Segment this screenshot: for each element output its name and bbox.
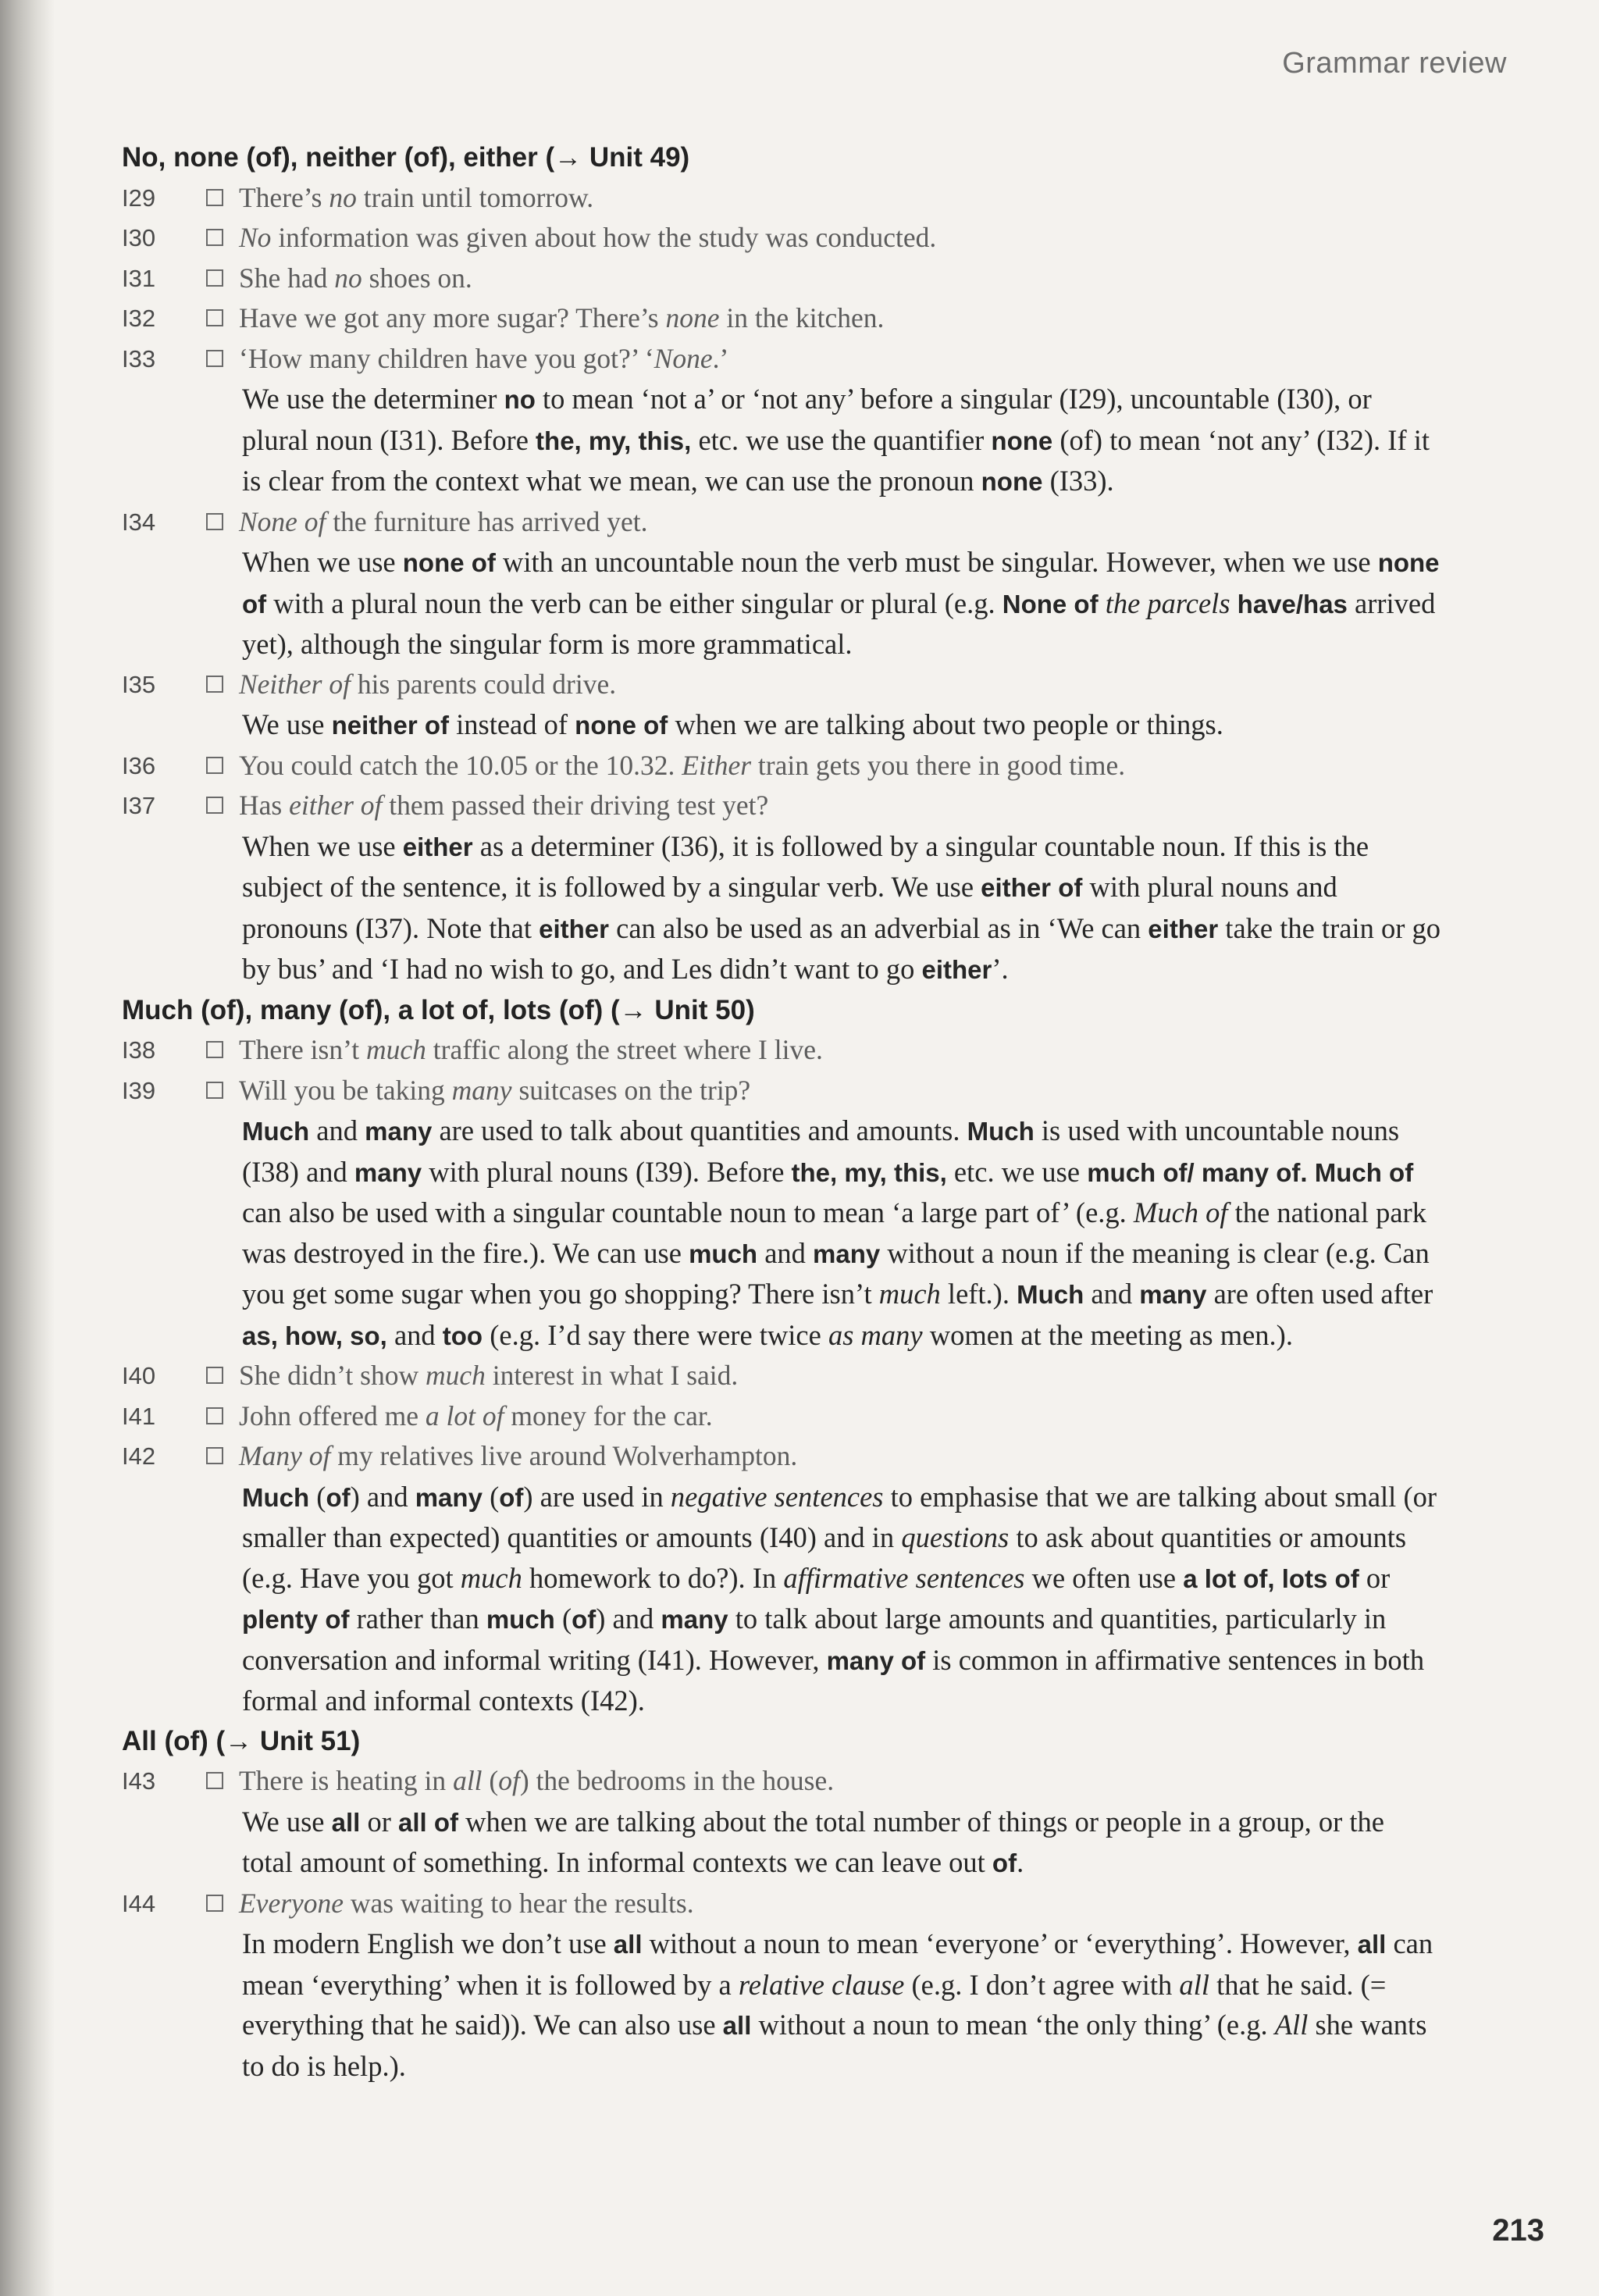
- explanation-paragraph: When we use either as a determiner (I36), it is followed by a singular countable noun. If this is the subject of the sentence, it is followed by a singular verb. We use either of with plural nouns and pronouns (I37). Note that either can also be used as an adverbial as in ‘We can either take the train or go by bus’ and ‘I had no wish to go, and Les didn’t want to go either’.: [242, 829, 1441, 985]
- example-text: [206, 502, 1441, 543]
- example-text: [206, 1884, 1441, 1924]
- example-row: [122, 1761, 1441, 1802]
- checkbox-icon: [206, 513, 223, 530]
- explanation-paragraph: We use the determiner no to mean ‘not a’ or ‘not any’ before a singular (I29), uncountable (I30), or plural noun (I31). Before the, my, this, etc. we use the quantifier none (of) to mean ‘not any’ (I32). If it is clear from the context what we mean, we can use the pronoun none (I33).: [242, 383, 1430, 497]
- example-text: [206, 1761, 1441, 1802]
- example-number: I41: [122, 1402, 156, 1430]
- example-text: [206, 1071, 1441, 1111]
- example-text: [206, 746, 1441, 786]
- example-row: [122, 298, 1441, 339]
- checkbox-icon: [206, 676, 223, 693]
- example-number: I42: [122, 1442, 156, 1470]
- example-row: [122, 178, 1441, 219]
- example-text: [206, 1436, 1441, 1477]
- example-sentence: None of the furniture has arrived yet.: [239, 505, 648, 537]
- example-text: [206, 1396, 1441, 1437]
- example-sentence: There is heating in all (of) the bedrooms in the house.: [239, 1765, 835, 1796]
- example-row: [122, 502, 1441, 543]
- example-number: I30: [122, 224, 156, 251]
- example-text: [206, 1356, 1441, 1396]
- example-number: I31: [122, 264, 156, 292]
- checkbox-icon: [206, 1041, 223, 1058]
- example-row: [122, 746, 1441, 786]
- example-sentence: Everyone was waiting to hear the results.: [239, 1887, 694, 1919]
- example-row: [122, 339, 1441, 380]
- example-text: [206, 178, 1441, 219]
- example-number: I37: [122, 792, 156, 819]
- example-number: I40: [122, 1362, 156, 1389]
- checkbox-icon: [206, 757, 223, 774]
- checkbox-icon: [206, 229, 223, 246]
- example-sentence: ‘How many children have you got?’ ‘None.’: [239, 342, 729, 374]
- checkbox-icon: [206, 1367, 223, 1384]
- explanation-paragraph: Much (of) and many (of) are used in negative sentences to emphasise that we are talking about small (or smaller than expected) quantities or amounts (I40) and in questions to ask about quantities or amounts (e.g. Have you got much homework to do?). In affirmative sentences we often use a lot of, lots of or plenty of rather than much (of) and many to talk about large amounts and quantities, particularly in conversation and informal writing (I41). However, many of is common in affirmative sentences in both formal and informal contexts (I42).: [242, 1480, 1437, 1717]
- checkbox-icon: [206, 1772, 223, 1789]
- section-heading: Much (of), many (of), a lot of, lots (of) (→ Unit 50): [122, 994, 755, 1025]
- section-heading: All (of) (→ Unit 51): [122, 1725, 361, 1756]
- example-number: I32: [122, 305, 156, 332]
- example-text: [206, 665, 1441, 705]
- checkbox-icon: [206, 797, 223, 814]
- example-row: [122, 1030, 1441, 1071]
- example-sentence: Neither of his parents could drive.: [239, 668, 617, 700]
- example-text: [206, 298, 1441, 339]
- example-number: I43: [122, 1767, 156, 1795]
- checkbox-icon: [206, 1407, 223, 1424]
- example-sentence: Many of my relatives live around Wolverhampton.: [239, 1440, 798, 1471]
- example-sentence: You could catch the 10.05 or the 10.32. Either train gets you there in good time.: [239, 749, 1126, 781]
- example-number: I44: [122, 1889, 156, 1917]
- example-sentence: Have we got any more sugar? There’s none in the kitchen.: [239, 302, 885, 333]
- example-row: [122, 1396, 1441, 1437]
- explanation-paragraph: In modern English we don’t use all without a noun to mean ‘everyone’ or ‘everything’. However, all can mean ‘everything’ when it is followed by a relative clause (e.g. I don’t agree with all that he said. (= everything that he said)). We can also use all without a noun to mean ‘the only thing’ (e.g. All she wants to do is help.).: [242, 1927, 1433, 2082]
- example-sentence: There isn’t much traffic along the street where I live.: [239, 1034, 823, 1065]
- example-number: I36: [122, 751, 156, 779]
- explanation-paragraph: We use all or all of when we are talking about the total number of things or people in a group, or the total amount of something. In informal contexts we can leave out of.: [242, 1805, 1384, 1878]
- example-number: I39: [122, 1076, 156, 1104]
- checkbox-icon: [206, 309, 223, 326]
- checkbox-icon: [206, 189, 223, 206]
- explanation-paragraph: When we use none of with an uncountable noun the verb must be singular. However, when we use none of with a plural noun the verb can be either singular or plural (e.g. None of the parcels have/has arrived yet), although the singular form is more grammatical.: [242, 546, 1440, 660]
- checkbox-icon: [206, 350, 223, 367]
- example-row: [122, 1071, 1441, 1111]
- example-number: I29: [122, 184, 156, 212]
- example-sentence: No information was given about how the study was conducted.: [239, 222, 937, 253]
- example-row: [122, 1436, 1441, 1477]
- section-heading: No, none (of), neither (of), either (→ Unit 49): [122, 142, 690, 173]
- example-sentence: John offered me a lot of money for the car.: [239, 1399, 713, 1431]
- example-sentence: Has either of them passed their driving test yet?: [239, 790, 769, 821]
- grammar-review-content: [122, 137, 1441, 2086]
- checkbox-icon: [206, 1082, 223, 1099]
- example-row: [122, 218, 1441, 258]
- example-text: [206, 339, 1441, 380]
- example-number: I35: [122, 670, 156, 698]
- example-row: [122, 1884, 1441, 1924]
- example-row: [122, 258, 1441, 299]
- running-head: Grammar review: [1282, 47, 1507, 80]
- example-sentence: There’s no train until tomorrow.: [239, 181, 594, 213]
- checkbox-icon: [206, 1895, 223, 1912]
- example-sentence: She didn’t show much interest in what I said.: [239, 1360, 739, 1391]
- example-text: [206, 786, 1441, 826]
- checkbox-icon: [206, 1447, 223, 1464]
- example-text: [206, 258, 1441, 299]
- example-number: I38: [122, 1036, 156, 1064]
- example-sentence: She had no shoes on.: [239, 262, 472, 294]
- example-sentence: Will you be taking many suitcases on the trip?: [239, 1074, 751, 1106]
- book-spine-shadow: [0, 0, 55, 2296]
- example-number: I34: [122, 508, 156, 536]
- checkbox-icon: [206, 269, 223, 287]
- example-row: [122, 786, 1441, 826]
- explanation-paragraph: We use neither of instead of none of when we are talking about two people or things.: [242, 708, 1223, 740]
- example-row: [122, 665, 1441, 705]
- example-number: I33: [122, 344, 156, 373]
- example-text: [206, 218, 1441, 258]
- example-text: [206, 1030, 1441, 1071]
- page-number: 213: [1492, 2213, 1544, 2248]
- explanation-paragraph: Much and many are used to talk about quantities and amounts. Much is used with uncountable nouns (I38) and many with plural nouns (I39). Before the, my, this, etc. we use much of/ many of. Much of can also be used with a singular countable noun to mean ‘a large part of’ (e.g. Much of the national park was destroyed in the fire.). We can use much and many without a noun if the meaning is clear (e.g. Can you get some sugar when you go shopping? There isn’t much left.). Much and many are often used after as, how, so, and too (e.g. I’d say there were twice as many women at the meeting as men.).: [242, 1114, 1433, 1351]
- example-row: [122, 1356, 1441, 1396]
